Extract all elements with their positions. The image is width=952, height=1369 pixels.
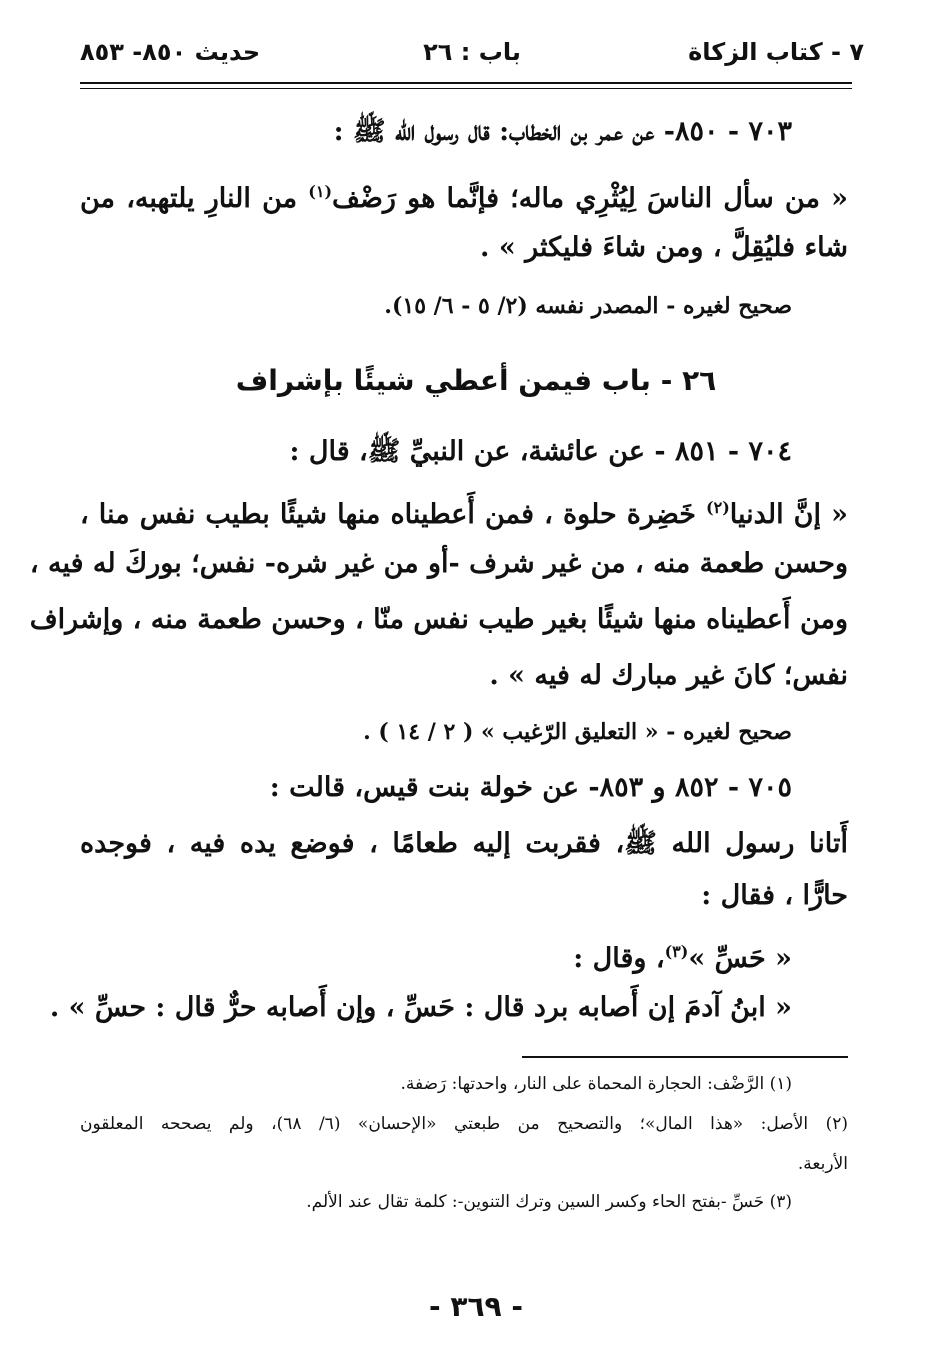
footnote-ref-2: (٢) bbox=[706, 498, 730, 517]
hadith-705-text-a: « حَسِّ » bbox=[688, 943, 792, 974]
hadith-704-line-1 bbox=[80, 488, 848, 535]
footnote-3: (٣) حَسِّ -بفتح الحاء وكسر السين وترك التنوين-: كلمة تقال عند الألم. bbox=[306, 1192, 792, 1212]
footnote-2-line-1: (٢) الأصل: «هذا المال»؛ والتصحيح من طبعتي «الإحسان» (٦/ ٦٨)، ولم يصححه المعلقون bbox=[80, 1114, 848, 1134]
header-rule-thick bbox=[80, 82, 852, 84]
footnote-1: (١) الرَّضْف: الحجارة المحماة على النار، واحدتها: رَضفة. bbox=[400, 1074, 792, 1094]
header-rule-thin bbox=[80, 88, 852, 89]
hadith-704-line-4: نفس؛ كانَ غير مبارك له فيه » . bbox=[489, 660, 848, 691]
hadith-705-text-b: ، وقال : bbox=[573, 943, 665, 974]
hadith-704-line-2: وحسن طعمة منه ، من غير شرف -أو من غير شره- نفس؛ بوركَ له فيه ، bbox=[29, 548, 848, 579]
book-title: ٧ - كتاب الزكاة bbox=[688, 38, 864, 66]
hadith-703-line-2: شاء فليُقِلَّ ، ومن شاءَ فليكثر » . bbox=[480, 232, 848, 263]
hadith-705-intro: ٧٠٥ - ٨٥٢ و ٨٥٣- عن خولة بنت قيس، قالت : bbox=[269, 772, 792, 803]
footnote-2-line-2: الأربعة. bbox=[797, 1154, 848, 1174]
footnote-ref-1: (١) bbox=[308, 182, 333, 201]
hadith-703-intro: ٧٠٣ - ٨٥٠- عن عمر بن الخطاب: قال رسول الله ﷺ : bbox=[333, 116, 792, 147]
hadith-705-line-1: أَتانا رسول الله ﷺ، فقربت إليه طعامًا ، فوضع يده فيه ، فوجده bbox=[80, 828, 848, 859]
hadith-705-line-4: « ابنُ آدمَ إن أَصابه برد قال : حَسِّ ، وإن أَصابه حرٌّ قال : حسِّ » . bbox=[49, 992, 792, 1023]
running-header bbox=[80, 32, 864, 78]
hadith-703-grading: صحيح لغيره - المصدر نفسه (٢/ ٥ - ٦/ ١٥). bbox=[384, 293, 792, 319]
hadith-703-text-a: « من سأل الناسَ لِيُثْرِي ماله؛ فإنَّما هو رَضْف bbox=[332, 183, 848, 214]
hadith-705-line-3 bbox=[573, 932, 792, 979]
hadith-704-intro: ٧٠٤ - ٨٥١ - عن عائشة، عن النبيِّ ﷺ، قال : bbox=[289, 436, 792, 467]
hadith-703-line-1 bbox=[80, 172, 848, 219]
hadith-704-grading: صحيح لغيره - « التعليق الرّغيب » ( ٢ / ١٤ ) . bbox=[363, 719, 792, 745]
footnote-separator bbox=[522, 1056, 848, 1058]
page-number: - ٣٦٩ - bbox=[428, 1290, 524, 1323]
hadith-705-line-2: حارًّا ، فقال : bbox=[701, 880, 848, 911]
chapter-number: باب : ٢٦ bbox=[423, 38, 521, 66]
hadith-703-text-b: من النارِ يلتهبه، من bbox=[80, 183, 309, 214]
hadith-704-line-3: ومن أَعطيناه منها شيئًا بغير طيب نفس منّا ، وحسن طعمة منه ، وإشراف bbox=[29, 604, 848, 635]
chapter-title: ٢٦ - باب فيمن أعطي شيئًا بإشراف bbox=[235, 364, 717, 397]
footnote-ref-3: (٣) bbox=[664, 942, 689, 961]
hadith-704-text-b: خَضِرة حلوة ، فمن أَعطيناه منها شيئًا بطيب نفس منا ، bbox=[80, 499, 707, 530]
hadith-range: حديث ٨٥٠- ٨٥٣ bbox=[80, 38, 261, 66]
hadith-704-text-a: « إنَّ الدنيا bbox=[729, 499, 848, 530]
